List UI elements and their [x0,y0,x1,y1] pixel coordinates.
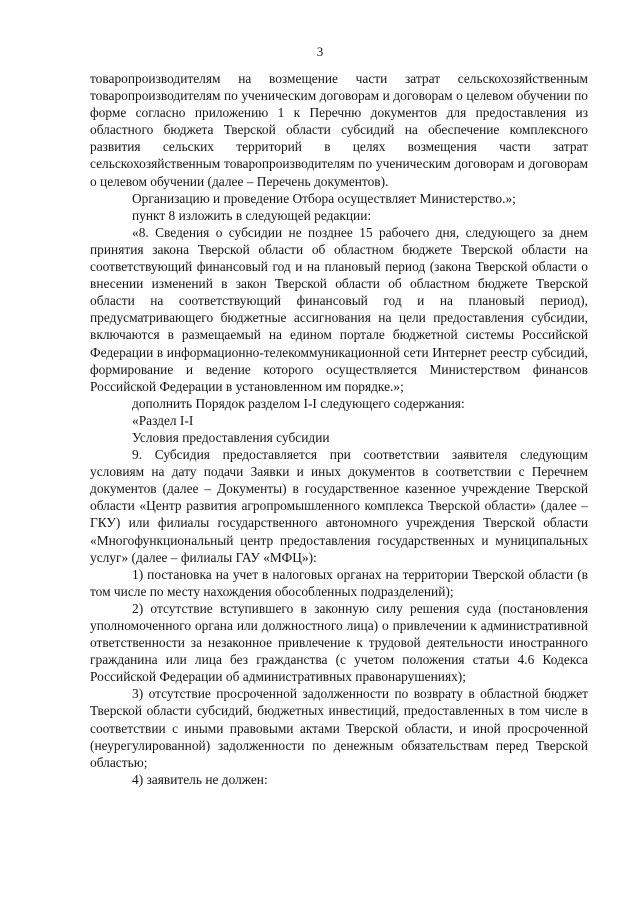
list-item-4: 4) заявитель не должен: [132,771,268,787]
paragraph-continuation: товаропроизводителям на возмещение части затрат сельскохозяйственным товаропроизводителям по ученическим договорам и договорам о целевом обучении по форме согласно приложению 1 к Перечню документов для предоставления из областного бюджета Тверской области субсидий на обеспечение комплексного развития сельских территорий в целях возмещения части затрат сельскохозяйственным товаропроизводителям по ученическим договорам и договорам о целевом обучении (далее – Перечень документов). [90,71,588,189]
paragraph-item-8: «8. Сведения о субсидии не позднее 15 рабочего дня, следующего за днем принятия закона Тверской области об областном бюджете Тверской области на соответствующий финансовый год и на плановый период (закона Тверской области о внесении изменений в закон Тверской области об областном бюджете Тверской области на соответствующий финансовый год и на плановый период), предусматривающего бюджетные ассигнования на цели предоставления субсидии, включаются в размещаемый на едином портале бюджетной системы Российской Федерации в информационно-телекоммуникационной сети Интернет реестр субсидий, формирование и ведение которого осуществляется Министерством финансов Российской Федерации в установленном им порядке.»; [90,224,588,394]
paragraph-item-8-intro: пункт 8 изложить в следующей редакции: [132,207,372,223]
paragraph-selection-organization: Организацию и проведение Отбора осуществляет Министерство.»; [132,190,516,206]
paragraph-section-intro: дополнить Порядок разделом I-I следующего содержания: [132,395,465,411]
list-item-2: 2) отсутствие вступившего в законную силу решения суда (постановления уполномоченного органа или должностного лица) о привлечении к административной ответственности за незаконное привлечение к трудовой деятельности иностранного гражданина или лица без гражданства (с учетом положения статьи 4.6 Кодекса Российской Федерации об административных правонарушениях); [90,600,588,685]
section-heading: «Раздел I-I [132,412,194,428]
page-number: 3 [316,44,324,59]
list-item-3: 3) отсутствие просроченной задолженности по возврату в областной бюджет Тверской области субсидий, бюджетных инвестиций, предоставленных в том числе в соответствии с иными правовыми актами Тверской области, и иной просроченной (неурегулированной) задолженности по денежным обязательствам перед Тверской областью; [90,686,588,770]
document-body [90,70,588,788]
section-title: Условия предоставления субсидии [132,429,330,445]
paragraph-item-9: 9. Субсидия предоставляется при соответствии заявителя следующим условиям на дату подачи Заявки и иных документов в соответствии с Перечнем документов (далее – Документы) в государственное казенное учреждение Тверской области «Центр развития агропромышленного комплекса Тверской области» (далее – ГКУ) или филиалы государственного автономного учреждения Тверской области «Многофункциональный центр предоставления государственных и муниципальных услуг» (далее – филиалы ГАУ «МФЦ»): [90,447,588,565]
list-item-1: 1) постановка на учет в налоговых органах на территории Тверской области (в том числе по месту нахождения обособленных подразделений); [90,566,588,599]
